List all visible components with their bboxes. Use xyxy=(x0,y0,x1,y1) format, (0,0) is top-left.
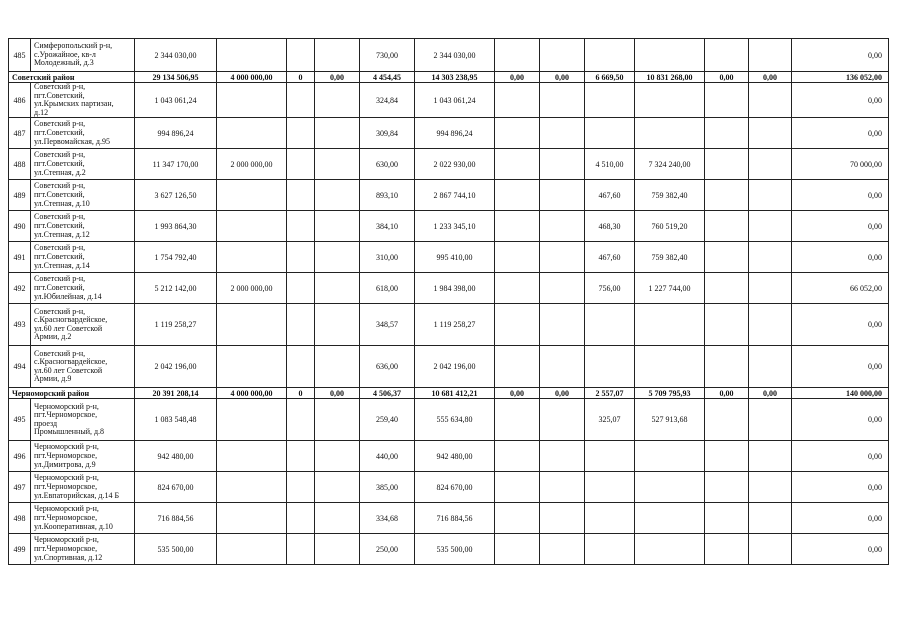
value-cell-c1: 29 134 506,95 xyxy=(135,72,217,83)
value-cell-c1: 11 347 170,00 xyxy=(135,149,217,180)
value-cell-c5: 385,00 xyxy=(360,472,415,503)
value-cell-c4: 0,00 xyxy=(315,72,360,83)
value-cell-c3 xyxy=(287,83,315,118)
subtotal-row xyxy=(9,388,889,399)
value-cell-c7 xyxy=(495,399,540,441)
value-cell-c6: 10 681 412,21 xyxy=(415,388,495,399)
value-cell-c8 xyxy=(540,534,585,565)
value-cell-c3: 0 xyxy=(287,388,315,399)
value-cell-c13: 0,00 xyxy=(792,534,889,565)
value-cell-c9: 467,60 xyxy=(585,180,635,211)
value-cell-c13: 140 000,00 xyxy=(792,388,889,399)
value-cell-c11 xyxy=(705,534,749,565)
row-number: 490 xyxy=(9,211,31,242)
value-cell-c9: 467,60 xyxy=(585,242,635,273)
value-cell-c2 xyxy=(217,304,287,346)
value-cell-c12 xyxy=(749,118,792,149)
value-cell-c9: 4 510,00 xyxy=(585,149,635,180)
value-cell-c11 xyxy=(705,83,749,118)
value-cell-c10: 760 519,20 xyxy=(635,211,705,242)
value-cell-c5: 310,00 xyxy=(360,242,415,273)
value-cell-c13: 70 000,00 xyxy=(792,149,889,180)
value-cell-c12: 0,00 xyxy=(749,72,792,83)
value-cell-c2 xyxy=(217,472,287,503)
value-cell-c4 xyxy=(315,346,360,388)
row-number: 492 xyxy=(9,273,31,304)
row-number: 494 xyxy=(9,346,31,388)
table-row xyxy=(9,118,889,149)
value-cell-c8 xyxy=(540,304,585,346)
value-cell-c8 xyxy=(540,242,585,273)
value-cell-c11 xyxy=(705,441,749,472)
value-cell-c3 xyxy=(287,534,315,565)
value-cell-c6: 1 233 345,10 xyxy=(415,211,495,242)
value-cell-c6: 995 410,00 xyxy=(415,242,495,273)
value-cell-c12 xyxy=(749,346,792,388)
value-cell-c6: 716 884,56 xyxy=(415,503,495,534)
value-cell-c2 xyxy=(217,242,287,273)
value-cell-c8 xyxy=(540,39,585,72)
value-cell-c9: 325,07 xyxy=(585,399,635,441)
value-cell-c1: 3 627 126,50 xyxy=(135,180,217,211)
value-cell-c2: 4 000 000,00 xyxy=(217,72,287,83)
value-cell-c7 xyxy=(495,39,540,72)
value-cell-c3 xyxy=(287,399,315,441)
value-cell-c13: 0,00 xyxy=(792,441,889,472)
value-cell-c10: 10 831 268,00 xyxy=(635,72,705,83)
row-number: 487 xyxy=(9,118,31,149)
value-cell-c12 xyxy=(749,441,792,472)
value-cell-c11: 0,00 xyxy=(705,72,749,83)
value-cell-c6: 1 043 061,24 xyxy=(415,83,495,118)
value-cell-c6: 2 022 930,00 xyxy=(415,149,495,180)
value-cell-c7 xyxy=(495,83,540,118)
table-row xyxy=(9,83,889,118)
value-cell-c7 xyxy=(495,211,540,242)
value-cell-c12 xyxy=(749,503,792,534)
value-cell-c9 xyxy=(585,39,635,72)
value-cell-c5: 636,00 xyxy=(360,346,415,388)
value-cell-c10 xyxy=(635,346,705,388)
value-cell-c6: 942 480,00 xyxy=(415,441,495,472)
value-cell-c9: 468,30 xyxy=(585,211,635,242)
value-cell-c4 xyxy=(315,39,360,72)
value-cell-c6: 2 867 744,10 xyxy=(415,180,495,211)
value-cell-c8 xyxy=(540,346,585,388)
value-cell-c13: 0,00 xyxy=(792,242,889,273)
value-cell-c7 xyxy=(495,118,540,149)
address-cell: Советский р-н, пгт.Советский, ул.Степная, д.14 xyxy=(31,242,135,273)
value-cell-c4 xyxy=(315,503,360,534)
value-cell-c12 xyxy=(749,304,792,346)
value-cell-c11 xyxy=(705,399,749,441)
row-number: 488 xyxy=(9,149,31,180)
value-cell-c1: 5 212 142,00 xyxy=(135,273,217,304)
address-cell: Симферопольский р-н, с.Урожайное, кв-л Молодежный, д.3 xyxy=(31,39,135,72)
value-cell-c5: 4 506,37 xyxy=(360,388,415,399)
value-cell-c4 xyxy=(315,118,360,149)
value-cell-c2 xyxy=(217,180,287,211)
value-cell-c4 xyxy=(315,83,360,118)
value-cell-c4 xyxy=(315,304,360,346)
table-row xyxy=(9,211,889,242)
value-cell-c7 xyxy=(495,273,540,304)
value-cell-c3 xyxy=(287,304,315,346)
value-cell-c6: 2 042 196,00 xyxy=(415,346,495,388)
value-cell-c5: 334,68 xyxy=(360,503,415,534)
value-cell-c10 xyxy=(635,472,705,503)
value-cell-c5: 309,84 xyxy=(360,118,415,149)
value-cell-c7: 0,00 xyxy=(495,72,540,83)
value-cell-c5: 250,00 xyxy=(360,534,415,565)
value-cell-c10 xyxy=(635,534,705,565)
value-cell-c6: 994 896,24 xyxy=(415,118,495,149)
value-cell-c1: 535 500,00 xyxy=(135,534,217,565)
value-cell-c2 xyxy=(217,118,287,149)
value-cell-c1: 1 083 548,48 xyxy=(135,399,217,441)
value-cell-c7 xyxy=(495,472,540,503)
value-cell-c7 xyxy=(495,304,540,346)
value-cell-c4 xyxy=(315,211,360,242)
value-cell-c6: 14 303 238,95 xyxy=(415,72,495,83)
address-cell: Черноморский р-н, пгт.Черноморское, проезд Промышленный, д.8 xyxy=(31,399,135,441)
table-row xyxy=(9,39,889,72)
value-cell-c5: 348,57 xyxy=(360,304,415,346)
value-cell-c13: 0,00 xyxy=(792,472,889,503)
value-cell-c3 xyxy=(287,503,315,534)
value-cell-c12 xyxy=(749,83,792,118)
district-name: Советский район xyxy=(9,72,135,83)
value-cell-c3 xyxy=(287,472,315,503)
value-cell-c9 xyxy=(585,346,635,388)
table-row xyxy=(9,346,889,388)
value-cell-c5: 384,10 xyxy=(360,211,415,242)
value-cell-c13: 0,00 xyxy=(792,399,889,441)
value-cell-c1: 20 391 208,14 xyxy=(135,388,217,399)
value-cell-c9 xyxy=(585,441,635,472)
value-cell-c11 xyxy=(705,346,749,388)
value-cell-c9 xyxy=(585,503,635,534)
value-cell-c3 xyxy=(287,273,315,304)
value-cell-c11 xyxy=(705,242,749,273)
value-cell-c4 xyxy=(315,180,360,211)
value-cell-c9: 2 557,07 xyxy=(585,388,635,399)
address-cell: Советский р-н, пгт.Советский, ул.Степная, д.12 xyxy=(31,211,135,242)
value-cell-c10 xyxy=(635,83,705,118)
value-cell-c10 xyxy=(635,441,705,472)
value-cell-c10: 759 382,40 xyxy=(635,242,705,273)
value-cell-c12 xyxy=(749,534,792,565)
table-row xyxy=(9,503,889,534)
value-cell-c1: 824 670,00 xyxy=(135,472,217,503)
value-cell-c4 xyxy=(315,149,360,180)
value-cell-c3 xyxy=(287,242,315,273)
value-cell-c3: 0 xyxy=(287,72,315,83)
value-cell-c10 xyxy=(635,503,705,534)
value-cell-c8 xyxy=(540,503,585,534)
value-cell-c7 xyxy=(495,441,540,472)
value-cell-c12 xyxy=(749,149,792,180)
address-cell: Советский р-н, пгт.Советский, ул.Крымских партизан, д.12 xyxy=(31,83,135,118)
value-cell-c13: 0,00 xyxy=(792,346,889,388)
table-row xyxy=(9,304,889,346)
value-cell-c13: 0,00 xyxy=(792,118,889,149)
value-cell-c5: 730,00 xyxy=(360,39,415,72)
address-cell: Черноморский р-н, пгт.Черноморское, ул.Димитрова, д.9 xyxy=(31,441,135,472)
table-row xyxy=(9,441,889,472)
value-cell-c5: 630,00 xyxy=(360,149,415,180)
row-number: 498 xyxy=(9,503,31,534)
value-cell-c2 xyxy=(217,83,287,118)
value-cell-c9 xyxy=(585,118,635,149)
value-cell-c7: 0,00 xyxy=(495,388,540,399)
value-cell-c7 xyxy=(495,534,540,565)
address-cell: Советский р-н, с.Красногвардейское, ул.60 лет Советской Армии, д.2 xyxy=(31,304,135,346)
value-cell-c9 xyxy=(585,534,635,565)
value-cell-c11 xyxy=(705,180,749,211)
value-cell-c7 xyxy=(495,503,540,534)
value-cell-c6: 1 984 398,00 xyxy=(415,273,495,304)
budget-table xyxy=(8,38,889,565)
table-row xyxy=(9,180,889,211)
address-cell: Советский р-н, с.Красногвардейское, ул.60 лет Советской Армии, д.9 xyxy=(31,346,135,388)
value-cell-c1: 1 043 061,24 xyxy=(135,83,217,118)
value-cell-c7 xyxy=(495,149,540,180)
value-cell-c13: 136 052,00 xyxy=(792,72,889,83)
value-cell-c8 xyxy=(540,441,585,472)
value-cell-c12 xyxy=(749,211,792,242)
value-cell-c11 xyxy=(705,273,749,304)
value-cell-c3 xyxy=(287,180,315,211)
value-cell-c4 xyxy=(315,242,360,273)
value-cell-c6: 2 344 030,00 xyxy=(415,39,495,72)
value-cell-c3 xyxy=(287,118,315,149)
value-cell-c3 xyxy=(287,441,315,472)
row-number: 497 xyxy=(9,472,31,503)
value-cell-c11 xyxy=(705,149,749,180)
value-cell-c8: 0,00 xyxy=(540,388,585,399)
row-number: 486 xyxy=(9,83,31,118)
value-cell-c1: 716 884,56 xyxy=(135,503,217,534)
table-row xyxy=(9,472,889,503)
value-cell-c12: 0,00 xyxy=(749,388,792,399)
row-number: 499 xyxy=(9,534,31,565)
value-cell-c8 xyxy=(540,472,585,503)
value-cell-c11 xyxy=(705,472,749,503)
value-cell-c9 xyxy=(585,304,635,346)
value-cell-c5: 440,00 xyxy=(360,441,415,472)
address-cell: Черноморский р-н, пгт.Черноморское, ул.Спортивная, д.12 xyxy=(31,534,135,565)
value-cell-c6: 555 634,80 xyxy=(415,399,495,441)
table-body xyxy=(9,39,889,565)
value-cell-c4: 0,00 xyxy=(315,388,360,399)
value-cell-c9: 756,00 xyxy=(585,273,635,304)
value-cell-c6: 1 119 258,27 xyxy=(415,304,495,346)
address-cell: Советский р-н, пгт.Советский, ул.Первомайская, д.95 xyxy=(31,118,135,149)
address-cell: Советский р-н, пгт.Советский, ул.Степная, д.2 xyxy=(31,149,135,180)
value-cell-c5: 324,84 xyxy=(360,83,415,118)
value-cell-c8 xyxy=(540,118,585,149)
value-cell-c12 xyxy=(749,399,792,441)
value-cell-c2 xyxy=(217,211,287,242)
value-cell-c3 xyxy=(287,211,315,242)
value-cell-c10 xyxy=(635,39,705,72)
value-cell-c13: 0,00 xyxy=(792,503,889,534)
value-cell-c12 xyxy=(749,472,792,503)
value-cell-c10: 5 709 795,93 xyxy=(635,388,705,399)
value-cell-c12 xyxy=(749,180,792,211)
value-cell-c4 xyxy=(315,534,360,565)
value-cell-c4 xyxy=(315,441,360,472)
table-row xyxy=(9,534,889,565)
value-cell-c4 xyxy=(315,399,360,441)
value-cell-c13: 0,00 xyxy=(792,180,889,211)
value-cell-c11: 0,00 xyxy=(705,388,749,399)
value-cell-c2 xyxy=(217,399,287,441)
table-row xyxy=(9,242,889,273)
value-cell-c4 xyxy=(315,472,360,503)
value-cell-c10: 759 382,40 xyxy=(635,180,705,211)
value-cell-c3 xyxy=(287,149,315,180)
value-cell-c10 xyxy=(635,304,705,346)
table-row xyxy=(9,149,889,180)
address-cell: Советский р-н, пгт.Советский, ул.Степная, д.10 xyxy=(31,180,135,211)
value-cell-c3 xyxy=(287,39,315,72)
value-cell-c3 xyxy=(287,346,315,388)
subtotal-row xyxy=(9,72,889,83)
value-cell-c11 xyxy=(705,39,749,72)
district-name: Черноморский район xyxy=(9,388,135,399)
value-cell-c8: 0,00 xyxy=(540,72,585,83)
value-cell-c13: 66 052,00 xyxy=(792,273,889,304)
value-cell-c8 xyxy=(540,180,585,211)
value-cell-c10 xyxy=(635,118,705,149)
value-cell-c11 xyxy=(705,304,749,346)
value-cell-c13: 0,00 xyxy=(792,211,889,242)
value-cell-c2 xyxy=(217,39,287,72)
value-cell-c4 xyxy=(315,273,360,304)
value-cell-c8 xyxy=(540,399,585,441)
value-cell-c1: 1 993 864,30 xyxy=(135,211,217,242)
value-cell-c1: 942 480,00 xyxy=(135,441,217,472)
value-cell-c9 xyxy=(585,83,635,118)
value-cell-c8 xyxy=(540,211,585,242)
value-cell-c9: 6 669,50 xyxy=(585,72,635,83)
value-cell-c5: 618,00 xyxy=(360,273,415,304)
value-cell-c10: 7 324 240,00 xyxy=(635,149,705,180)
value-cell-c8 xyxy=(540,149,585,180)
value-cell-c5: 4 454,45 xyxy=(360,72,415,83)
value-cell-c7 xyxy=(495,180,540,211)
table-row xyxy=(9,273,889,304)
address-cell: Советский р-н, пгт.Советский, ул.Юбилейная, д.14 xyxy=(31,273,135,304)
value-cell-c12 xyxy=(749,273,792,304)
value-cell-c2 xyxy=(217,534,287,565)
value-cell-c5: 893,10 xyxy=(360,180,415,211)
address-cell: Черноморский р-н, пгт.Черноморское, ул.Евпаторийская, д.14 Б xyxy=(31,472,135,503)
value-cell-c11 xyxy=(705,118,749,149)
row-number: 493 xyxy=(9,304,31,346)
value-cell-c1: 2 344 030,00 xyxy=(135,39,217,72)
value-cell-c2: 2 000 000,00 xyxy=(217,273,287,304)
value-cell-c8 xyxy=(540,83,585,118)
value-cell-c9 xyxy=(585,472,635,503)
value-cell-c1: 1 754 792,40 xyxy=(135,242,217,273)
value-cell-c7 xyxy=(495,242,540,273)
value-cell-c13: 0,00 xyxy=(792,83,889,118)
value-cell-c5: 259,40 xyxy=(360,399,415,441)
value-cell-c6: 535 500,00 xyxy=(415,534,495,565)
value-cell-c2 xyxy=(217,441,287,472)
value-cell-c13: 0,00 xyxy=(792,304,889,346)
value-cell-c10: 527 913,68 xyxy=(635,399,705,441)
value-cell-c11 xyxy=(705,211,749,242)
row-number: 485 xyxy=(9,39,31,72)
value-cell-c12 xyxy=(749,242,792,273)
row-number: 496 xyxy=(9,441,31,472)
value-cell-c10: 1 227 744,00 xyxy=(635,273,705,304)
value-cell-c7 xyxy=(495,346,540,388)
value-cell-c1: 1 119 258,27 xyxy=(135,304,217,346)
row-number: 491 xyxy=(9,242,31,273)
value-cell-c8 xyxy=(540,273,585,304)
value-cell-c2: 2 000 000,00 xyxy=(217,149,287,180)
value-cell-c11 xyxy=(705,503,749,534)
value-cell-c6: 824 670,00 xyxy=(415,472,495,503)
value-cell-c12 xyxy=(749,39,792,72)
row-number: 495 xyxy=(9,399,31,441)
value-cell-c2 xyxy=(217,503,287,534)
value-cell-c2 xyxy=(217,346,287,388)
value-cell-c1: 994 896,24 xyxy=(135,118,217,149)
value-cell-c13: 0,00 xyxy=(792,39,889,72)
value-cell-c2: 4 000 000,00 xyxy=(217,388,287,399)
address-cell: Черноморский р-н, пгт.Черноморское, ул.Кооперативная, д.10 xyxy=(31,503,135,534)
row-number: 489 xyxy=(9,180,31,211)
table-row xyxy=(9,399,889,441)
value-cell-c1: 2 042 196,00 xyxy=(135,346,217,388)
